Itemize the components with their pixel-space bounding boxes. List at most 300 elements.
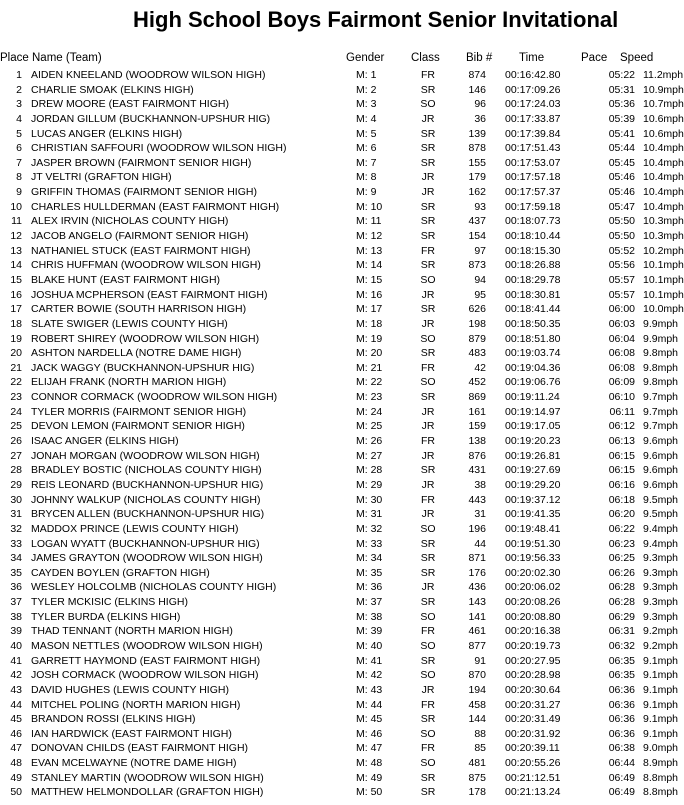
table-row (0, 229, 684, 244)
cell-name: DAVID HUGHES (LEWIS COUNTY HIGH) (31, 683, 229, 696)
cell-bib: 144 (468, 713, 486, 726)
table-row (0, 741, 679, 756)
cell-speed: 9.7mph (643, 405, 679, 418)
cell-class: SO (420, 610, 436, 623)
cell-name: ASHTON NARDELLA (NOTRE DAME HIGH) (31, 347, 242, 360)
cell-time: 00:20:08.80 (505, 610, 561, 623)
cell-gender: M: 11 (356, 215, 382, 228)
cell-gender: M: 22 (356, 376, 383, 389)
cell-pace: 06:00 (608, 303, 635, 316)
cell-name: REIS LEONARD (BUCKHANNON-UPSHUR HIG) (31, 478, 264, 491)
cell-pace: 06:09 (608, 376, 635, 389)
header-speed: Speed (620, 52, 654, 64)
cell-bib: 42 (474, 361, 486, 374)
cell-gender: M: 9 (356, 186, 377, 199)
cell-gender: M: 13 (356, 244, 383, 257)
cell-pace: 06:35 (608, 669, 635, 682)
cell-gender: M: 32 (356, 522, 383, 535)
cell-class: SR (420, 230, 436, 243)
cell-gender: M: 45 (356, 713, 383, 726)
cell-class: SR (420, 786, 436, 799)
cell-name: IAN HARDWICK (EAST FAIRMONT HIGH) (31, 727, 232, 740)
cell-place: 13 (10, 244, 22, 257)
cell-time: 00:19:04.36 (505, 361, 561, 374)
cell-place: 30 (10, 493, 22, 506)
cell-gender: M: 16 (356, 288, 383, 301)
cell-time: 00:20:28.98 (505, 669, 561, 682)
table-row (0, 785, 679, 800)
cell-speed: 9.2mph (643, 625, 679, 638)
cell-pace: 05:39 (608, 112, 635, 125)
cell-pace: 05:31 (608, 83, 635, 96)
cell-speed: 9.3mph (643, 610, 679, 623)
table-row (0, 83, 684, 98)
cell-bib: 141 (468, 610, 486, 623)
cell-pace: 05:44 (608, 142, 635, 155)
header-name: Name (Team) (32, 52, 102, 64)
cell-gender: M: 43 (356, 683, 383, 696)
cell-bib: 875 (468, 771, 486, 784)
results-table (0, 68, 684, 800)
cell-pace: 06:28 (608, 596, 635, 609)
cell-class: JR (421, 186, 435, 199)
cell-time: 00:19:37.12 (505, 493, 561, 506)
table-row (0, 566, 679, 581)
cell-time: 00:18:15.30 (505, 244, 561, 257)
cell-speed: 9.4mph (643, 537, 679, 550)
cell-name: JOHNNY WALKUP (NICHOLAS COUNTY HIGH) (31, 493, 261, 506)
cell-name: LUCAS ANGER (ELKINS HIGH) (31, 127, 183, 140)
cell-bib: 443 (468, 493, 486, 506)
header-bib: Bib # (466, 52, 493, 64)
cell-time: 00:20:31.92 (505, 727, 561, 740)
cell-class: SO (420, 376, 436, 389)
cell-gender: M: 50 (356, 786, 383, 799)
cell-time: 00:19:29.20 (505, 478, 561, 491)
cell-time: 00:20:02.30 (505, 566, 561, 579)
cell-speed: 9.9mph (643, 332, 679, 345)
cell-gender: M: 38 (356, 610, 383, 623)
cell-pace: 06:23 (608, 537, 635, 550)
cell-gender: M: 14 (356, 259, 383, 272)
table-row (0, 346, 679, 361)
cell-bib: 876 (468, 449, 486, 462)
cell-gender: M: 26 (356, 435, 383, 448)
cell-time: 00:20:31.27 (505, 698, 561, 711)
cell-place: 8 (16, 171, 22, 184)
table-row (0, 449, 679, 464)
table-row (0, 610, 679, 625)
cell-speed: 10.0mph (643, 303, 684, 316)
cell-speed: 9.1mph (643, 727, 679, 740)
cell-name: JOSH CORMACK (WOODROW WILSON HIGH) (31, 669, 259, 682)
cell-class: JR (421, 420, 435, 433)
cell-bib: 458 (468, 698, 486, 711)
cell-place: 20 (10, 347, 22, 360)
cell-bib: 31 (474, 508, 486, 521)
cell-time: 00:18:51.80 (505, 332, 561, 345)
cell-speed: 10.1mph (643, 259, 684, 272)
table-row (0, 200, 684, 215)
cell-speed: 9.3mph (643, 596, 679, 609)
cell-speed: 9.6mph (643, 449, 679, 462)
cell-place: 1 (16, 69, 22, 81)
cell-place: 23 (10, 391, 22, 404)
cell-pace: 06:18 (608, 493, 635, 506)
cell-place: 24 (10, 405, 22, 418)
cell-gender: M: 33 (356, 537, 383, 550)
cell-time: 00:17:39.84 (505, 127, 561, 140)
cell-class: SR (420, 771, 436, 784)
cell-class: JR (421, 317, 435, 330)
cell-speed: 10.4mph (643, 171, 684, 184)
cell-pace: 05:46 (608, 171, 635, 184)
cell-name: TYLER BURDA (ELKINS HIGH) (31, 610, 181, 623)
cell-time: 00:17:51.43 (505, 142, 561, 155)
cell-name: CONNOR CORMACK (WOODROW WILSON HIGH) (31, 391, 278, 404)
cell-pace: 06:22 (608, 522, 635, 535)
cell-bib: 873 (468, 259, 486, 272)
cell-class: SO (420, 332, 436, 345)
cell-gender: M: 23 (356, 391, 383, 404)
cell-speed: 9.1mph (643, 698, 679, 711)
cell-gender: M: 44 (356, 698, 383, 711)
cell-name: STANLEY MARTIN (WOODROW WILSON HIGH) (31, 771, 264, 784)
cell-place: 28 (10, 464, 22, 477)
cell-time: 00:17:24.03 (505, 98, 561, 111)
table-row (0, 97, 684, 112)
cell-pace: 06:16 (608, 478, 635, 491)
cell-bib: 94 (474, 273, 486, 286)
cell-speed: 10.1mph (643, 288, 684, 301)
cell-bib: 461 (468, 625, 486, 638)
cell-time: 00:17:33.87 (505, 112, 561, 125)
cell-place: 9 (16, 186, 22, 199)
cell-place: 36 (10, 581, 22, 594)
table-row (0, 595, 679, 610)
cell-time: 00:20:08.26 (505, 596, 561, 609)
cell-bib: 93 (474, 200, 486, 213)
cell-gender: M: 39 (356, 625, 383, 638)
cell-gender: M: 6 (356, 142, 377, 155)
cell-speed: 9.8mph (643, 376, 679, 389)
cell-bib: 879 (468, 332, 486, 345)
cell-time: 00:19:06.76 (505, 376, 561, 389)
cell-class: SR (420, 83, 436, 96)
table-row (0, 112, 684, 127)
cell-bib: 877 (468, 639, 486, 652)
cell-speed: 10.3mph (643, 230, 684, 243)
cell-pace: 05:57 (608, 288, 635, 301)
cell-bib: 146 (468, 83, 486, 96)
cell-pace: 06:20 (608, 508, 635, 521)
cell-bib: 878 (468, 142, 486, 155)
cell-class: SR (420, 596, 436, 609)
cell-place: 21 (10, 361, 22, 374)
cell-name: CHARLIE SMOAK (ELKINS HIGH) (31, 83, 194, 96)
table-row (0, 156, 684, 171)
cell-name: AIDEN KNEELAND (WOODROW WILSON HIGH) (31, 69, 266, 81)
cell-bib: 162 (468, 186, 486, 199)
cell-speed: 10.4mph (643, 142, 684, 155)
cell-gender: M: 27 (356, 449, 383, 462)
cell-pace: 06:29 (608, 610, 635, 623)
cell-speed: 10.6mph (643, 127, 684, 140)
cell-place: 7 (16, 156, 22, 169)
cell-name: CHRISTIAN SAFFOURI (WOODROW WILSON HIGH) (31, 142, 287, 155)
cell-name: WESLEY HOLCOLMB (NICHOLAS COUNTY HIGH) (31, 581, 277, 594)
cell-name: LOGAN WYATT (BUCKHANNON-UPSHUR HIG) (31, 537, 260, 550)
cell-speed: 10.3mph (643, 215, 684, 228)
table-row (0, 332, 679, 347)
cell-gender: M: 8 (356, 171, 377, 184)
cell-bib: 431 (468, 464, 486, 477)
table-row (0, 771, 679, 786)
cell-speed: 9.6mph (643, 464, 679, 477)
cell-speed: 9.0mph (643, 742, 679, 755)
table-row (0, 185, 684, 200)
cell-gender: M: 30 (356, 493, 383, 506)
cell-speed: 9.1mph (643, 713, 679, 726)
cell-time: 00:19:27.69 (505, 464, 561, 477)
cell-gender: M: 31 (356, 508, 383, 521)
cell-name: JT VELTRI (GRAFTON HIGH) (31, 171, 172, 184)
table-row (0, 463, 679, 478)
cell-time: 00:19:20.23 (505, 435, 561, 448)
cell-pace: 06:31 (608, 625, 635, 638)
cell-bib: 176 (468, 566, 486, 579)
cell-time: 00:19:11.24 (505, 391, 560, 404)
table-row (0, 551, 679, 566)
table-row (0, 170, 684, 185)
cell-place: 37 (10, 596, 22, 609)
cell-gender: M: 47 (356, 742, 383, 755)
table-row (0, 258, 684, 273)
cell-name: JACK WAGGY (BUCKHANNON-UPSHUR HIG) (31, 361, 255, 374)
cell-place: 5 (16, 127, 22, 140)
cell-gender: M: 15 (356, 273, 383, 286)
cell-pace: 05:41 (608, 127, 635, 140)
cell-name: CARTER BOWIE (SOUTH HARRISON HIGH) (31, 303, 247, 316)
cell-class: SR (420, 156, 436, 169)
cell-speed: 9.9mph (643, 317, 679, 330)
cell-pace: 05:56 (608, 259, 635, 272)
cell-class: SR (420, 464, 436, 477)
cell-pace: 05:36 (608, 98, 635, 111)
header-pace: Pace (581, 52, 608, 64)
cell-time: 00:19:26.81 (505, 449, 561, 462)
cell-class: JR (421, 581, 435, 594)
cell-place: 47 (10, 742, 22, 755)
cell-bib: 481 (468, 757, 486, 770)
cell-place: 18 (10, 317, 22, 330)
cell-name: CAYDEN BOYLEN (GRAFTON HIGH) (31, 566, 210, 579)
cell-bib: 139 (468, 127, 486, 140)
cell-place: 29 (10, 478, 22, 491)
table-row (0, 712, 679, 727)
cell-place: 6 (16, 142, 22, 155)
cell-speed: 9.5mph (643, 493, 679, 506)
cell-name: JONAH MORGAN (WOODROW WILSON HIGH) (31, 449, 260, 462)
cell-place: 40 (10, 639, 22, 652)
table-row (0, 302, 684, 317)
cell-class: SR (420, 347, 436, 360)
cell-speed: 9.3mph (643, 552, 679, 565)
cell-pace: 06:03 (608, 317, 635, 330)
cell-pace: 06:49 (608, 786, 635, 799)
cell-class: JR (421, 288, 435, 301)
cell-gender: M: 25 (356, 420, 383, 433)
cell-class: SO (420, 757, 436, 770)
cell-pace: 05:47 (608, 200, 635, 213)
table-row (0, 273, 684, 288)
cell-class: SR (420, 259, 436, 272)
cell-class: SR (420, 566, 436, 579)
cell-name: TYLER MCKISIC (ELKINS HIGH) (31, 596, 188, 609)
cell-gender: M: 12 (356, 230, 383, 243)
cell-place: 41 (10, 654, 22, 667)
cell-bib: 138 (468, 435, 486, 448)
cell-bib: 85 (474, 742, 486, 755)
page-title (0, 5, 672, 35)
cell-class: SO (420, 522, 436, 535)
cell-name: BRANDON ROSSI (ELKINS HIGH) (31, 713, 196, 726)
table-row (0, 390, 679, 405)
cell-pace: 06:35 (608, 654, 635, 667)
cell-speed: 10.4mph (643, 156, 684, 169)
cell-place: 3 (16, 98, 22, 111)
cell-pace: 06:38 (608, 742, 635, 755)
cell-class: SR (420, 713, 436, 726)
cell-name: SLATE SWIGER (LEWIS COUNTY HIGH) (31, 317, 228, 330)
cell-place: 32 (10, 522, 22, 535)
cell-bib: 452 (468, 376, 486, 389)
cell-time: 00:21:12.51 (505, 771, 561, 784)
cell-time: 00:19:14.97 (505, 405, 561, 418)
cell-bib: 871 (468, 552, 486, 565)
cell-class: SR (420, 215, 436, 228)
cell-time: 00:18:41.44 (505, 303, 561, 316)
cell-name: JOSHUA MCPHERSON (EAST FAIRMONT HIGH) (31, 288, 268, 301)
table-row (0, 624, 679, 639)
cell-gender: M: 20 (356, 347, 383, 360)
cell-time: 00:21:13.24 (505, 786, 561, 799)
cell-speed: 9.7mph (643, 420, 679, 433)
cell-bib: 95 (474, 288, 486, 301)
cell-place: 34 (10, 552, 22, 565)
cell-class: JR (421, 112, 435, 125)
cell-speed: 10.4mph (643, 200, 684, 213)
table-row (0, 434, 679, 449)
cell-gender: M: 46 (356, 727, 383, 740)
cell-pace: 06:10 (608, 391, 635, 404)
cell-time: 00:18:29.78 (505, 273, 561, 286)
cell-time: 00:18:07.73 (505, 215, 561, 228)
cell-bib: 483 (468, 347, 486, 360)
cell-time: 00:20:16.38 (505, 625, 561, 638)
cell-name: BRADLEY BOSTIC (NICHOLAS COUNTY HIGH) (31, 464, 262, 477)
cell-pace: 06:25 (608, 552, 635, 565)
cell-name: JASPER BROWN (FAIRMONT SENIOR HIGH) (31, 156, 252, 169)
cell-class: SR (420, 654, 436, 667)
cell-place: 14 (10, 259, 22, 272)
cell-speed: 10.2mph (643, 244, 684, 257)
cell-place: 39 (10, 625, 22, 638)
cell-bib: 437 (468, 215, 486, 228)
cell-speed: 9.3mph (643, 566, 679, 579)
table-row (0, 288, 684, 303)
cell-class: FR (421, 493, 435, 506)
cell-bib: 436 (468, 581, 486, 594)
cell-bib: 154 (468, 230, 486, 243)
cell-gender: M: 42 (356, 669, 383, 682)
cell-time: 00:20:06.02 (505, 581, 561, 594)
cell-place: 38 (10, 610, 22, 623)
cell-speed: 8.8mph (643, 771, 679, 784)
cell-place: 4 (16, 112, 22, 125)
header-gender: Gender (346, 52, 385, 64)
cell-time: 00:19:48.41 (505, 522, 561, 535)
cell-bib: 88 (474, 727, 486, 740)
cell-name: ISAAC ANGER (ELKINS HIGH) (31, 435, 179, 448)
cell-time: 00:18:50.35 (505, 317, 561, 330)
cell-place: 26 (10, 435, 22, 448)
cell-name: JAMES GRAYTON (WOODROW WILSON HIGH) (31, 552, 263, 565)
table-row (0, 375, 679, 390)
cell-place: 15 (10, 273, 22, 286)
cell-pace: 06:08 (608, 361, 635, 374)
table-row (0, 68, 684, 83)
cell-name: NATHANIEL STUCK (EAST FAIRMONT HIGH) (31, 244, 251, 257)
cell-speed: 9.8mph (643, 347, 679, 360)
cell-place: 22 (10, 376, 22, 389)
cell-class: SR (420, 127, 436, 140)
cell-name: DREW MOORE (EAST FAIRMONT HIGH) (31, 98, 229, 111)
table-row (0, 361, 679, 376)
cell-class: SO (420, 639, 436, 652)
table-row (0, 654, 679, 669)
cell-class: JR (421, 405, 435, 418)
cell-speed: 10.9mph (643, 83, 684, 96)
cell-class: SR (420, 552, 436, 565)
cell-bib: 143 (468, 596, 486, 609)
cell-name: GARRETT HAYMOND (EAST FAIRMONT HIGH) (31, 654, 261, 667)
cell-gender: M: 35 (356, 566, 383, 579)
cell-pace: 06:04 (608, 332, 635, 345)
table-row (0, 756, 679, 771)
cell-pace: 06:15 (608, 449, 635, 462)
table-row (0, 405, 679, 420)
cell-name: ELIJAH FRANK (NORTH MARION HIGH) (31, 376, 227, 389)
table-row (0, 522, 679, 537)
cell-pace: 06:32 (608, 639, 635, 652)
cell-bib: 179 (468, 171, 486, 184)
cell-name: TYLER MORRIS (FAIRMONT SENIOR HIGH) (31, 405, 247, 418)
cell-place: 19 (10, 332, 22, 345)
cell-place: 12 (10, 230, 22, 243)
cell-time: 00:17:57.37 (505, 186, 561, 199)
cell-pace: 05:50 (608, 215, 635, 228)
cell-bib: 869 (468, 391, 486, 404)
cell-speed: 10.6mph (643, 112, 684, 125)
cell-name: BRYCEN ALLEN (BUCKHANNON-UPSHUR HIG) (31, 508, 265, 521)
cell-time: 00:16:42.80 (505, 69, 561, 81)
cell-bib: 178 (468, 786, 486, 799)
cell-class: FR (421, 625, 435, 638)
cell-class: JR (421, 683, 435, 696)
cell-time: 00:20:27.95 (505, 654, 561, 667)
cell-place: 16 (10, 288, 22, 301)
